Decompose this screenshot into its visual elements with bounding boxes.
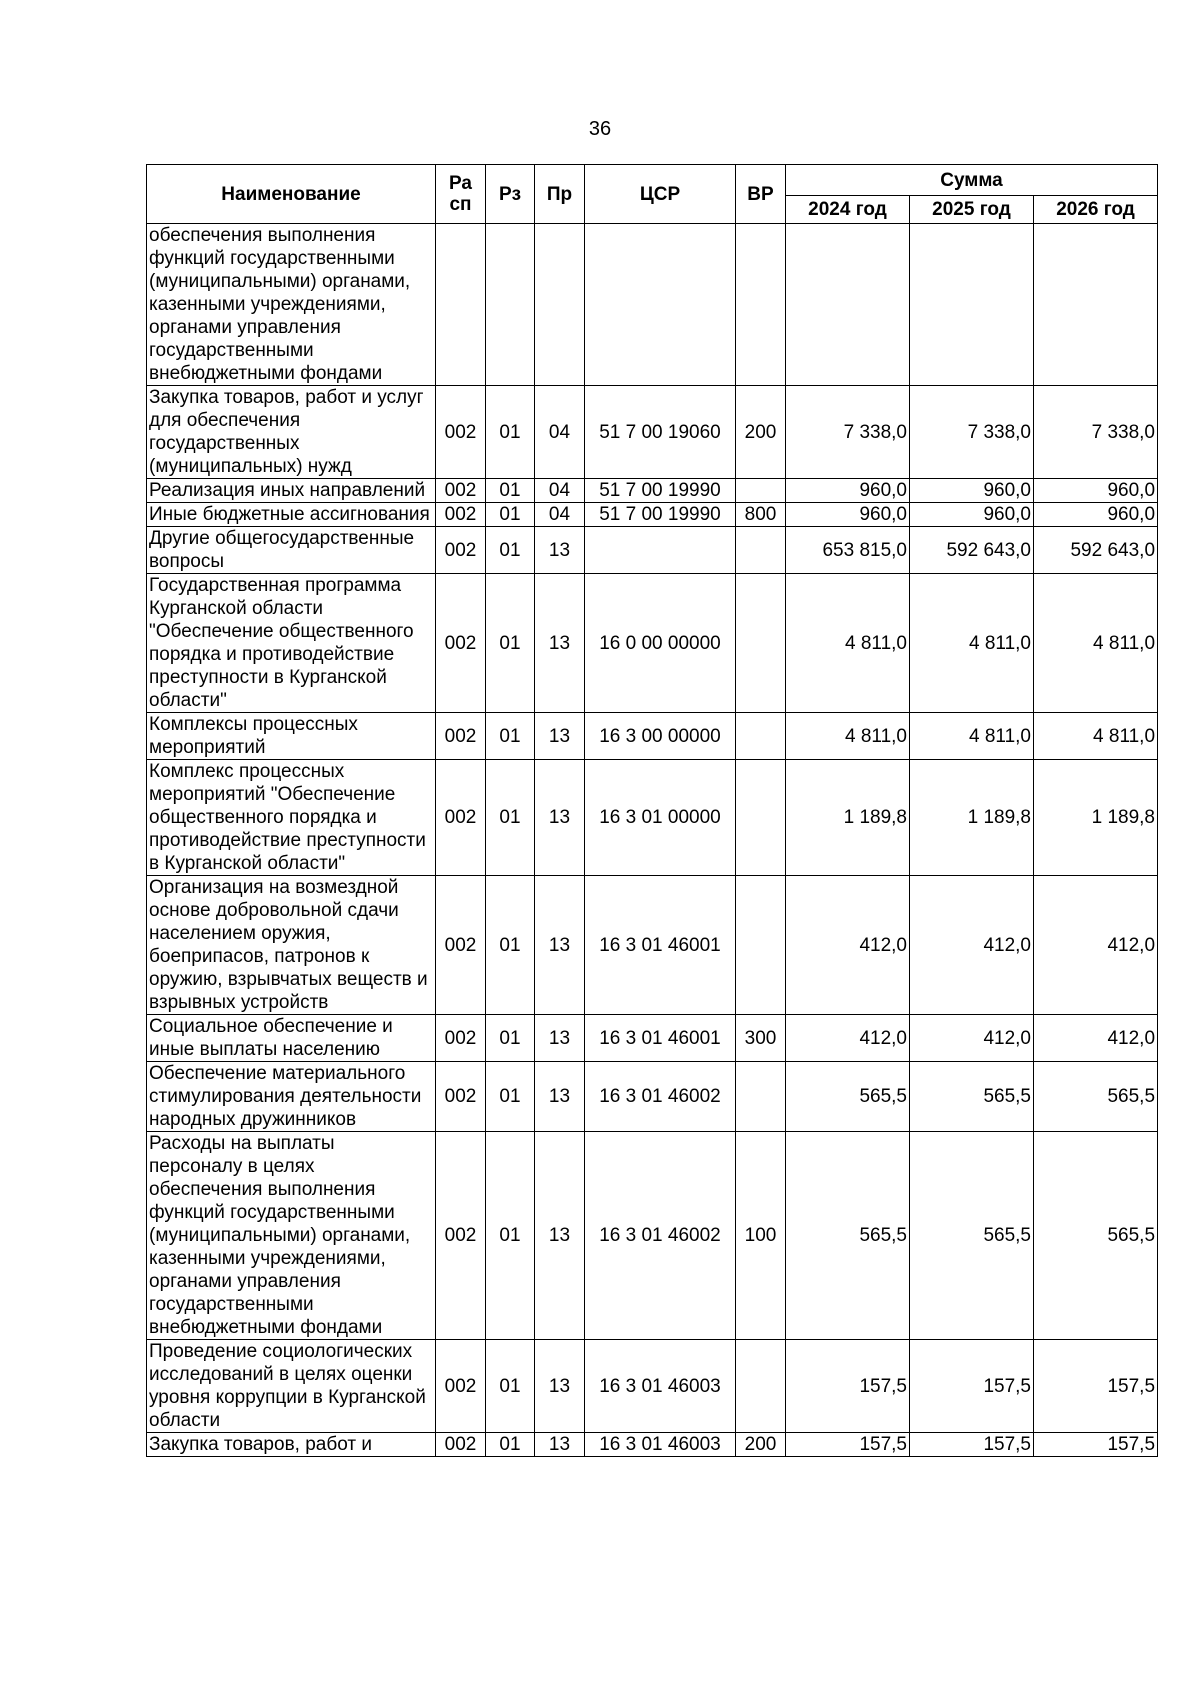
row-rasp: 002 [436,1433,486,1457]
row-sum-2024: 412,0 [786,1015,910,1062]
row-sum-2025: 412,0 [910,876,1034,1015]
row-vr [736,1340,786,1433]
row-pr: 13 [535,760,585,876]
row-pr: 13 [535,1340,585,1433]
row-rasp: 002 [436,479,486,503]
row-csr: 16 0 00 00000 [585,574,736,713]
header-csr: ЦСР [585,165,736,224]
row-sum-2025: 7 338,0 [910,386,1034,479]
row-pr: 13 [535,1062,585,1132]
row-vr: 200 [736,386,786,479]
row-sum-2025: 565,5 [910,1062,1034,1132]
table-row [147,1015,1158,1062]
row-sum-2024: 4 811,0 [786,713,910,760]
row-pr: 13 [535,876,585,1015]
row-rz: 01 [486,1340,535,1433]
row-csr: 51 7 00 19060 [585,386,736,479]
row-pr: 04 [535,503,585,527]
row-vr [736,713,786,760]
row-vr: 300 [736,1015,786,1062]
row-vr [736,1062,786,1132]
header-rz: Рз [486,165,535,224]
table-row [147,760,1158,876]
row-sum-2026: 412,0 [1034,876,1158,1015]
row-sum-2025: 565,5 [910,1132,1034,1340]
row-rasp: 002 [436,760,486,876]
row-pr: 13 [535,713,585,760]
header-year-2024: 2024 год [786,196,910,224]
row-sum-2025: 592 643,0 [910,527,1034,574]
row-rasp: 002 [436,574,486,713]
row-pr [535,224,585,386]
row-name: Комплексы процессных мероприятий [147,713,436,760]
row-pr: 04 [535,386,585,479]
budget-table [146,164,1158,1457]
row-rasp [436,224,486,386]
row-sum-2025: 4 811,0 [910,713,1034,760]
row-sum-2026: 412,0 [1034,1015,1158,1062]
header-year-2025: 2025 год [910,196,1034,224]
row-vr [736,479,786,503]
row-sum-2026: 592 643,0 [1034,527,1158,574]
header-pr: Пр [535,165,585,224]
row-rz [486,224,535,386]
row-name: Проведение социологических исследований в целях оценки уровня коррупции в Курганской области [147,1340,436,1433]
row-csr: 16 3 01 00000 [585,760,736,876]
row-rz: 01 [486,1132,535,1340]
row-sum-2026: 157,5 [1034,1433,1158,1457]
row-pr: 04 [535,479,585,503]
row-sum-2026: 4 811,0 [1034,713,1158,760]
header-vr: ВР [736,165,786,224]
header-rasp: Ра сп [436,165,486,224]
table-row [147,224,1158,386]
row-sum-2025: 960,0 [910,479,1034,503]
table-row [147,479,1158,503]
row-sum-2024: 565,5 [786,1132,910,1340]
row-pr: 13 [535,527,585,574]
row-sum-2026: 565,5 [1034,1132,1158,1340]
table-row [147,1132,1158,1340]
table-row [147,386,1158,479]
row-sum-2024: 565,5 [786,1062,910,1132]
row-sum-2025: 1 189,8 [910,760,1034,876]
table-header-row [147,165,1158,196]
row-vr: 100 [736,1132,786,1340]
row-vr: 800 [736,503,786,527]
table-row [147,876,1158,1015]
row-vr [736,760,786,876]
table-row [147,527,1158,574]
row-csr [585,224,736,386]
row-name: Комплекс процессных мероприятий "Обеспечение общественного порядка и противодействие преступности в Курганской области" [147,760,436,876]
row-vr [736,574,786,713]
row-sum-2026: 157,5 [1034,1340,1158,1433]
row-csr: 16 3 01 46003 [585,1340,736,1433]
row-sum-2024: 7 338,0 [786,386,910,479]
page-number: 36 [588,118,612,140]
row-name: обеспечения выполнения функций государственными (муниципальными) органами, казенными учреждениями, органами управления государственными внебюджетными фондами [147,224,436,386]
row-name: Иные бюджетные ассигнования [147,503,436,527]
row-pr: 13 [535,1015,585,1062]
row-sum-2024: 157,5 [786,1433,910,1457]
table-row [147,1340,1158,1433]
row-name: Другие общегосударственные вопросы [147,527,436,574]
row-vr: 200 [736,1433,786,1457]
row-rz: 01 [486,760,535,876]
row-rz: 01 [486,574,535,713]
row-rasp: 002 [436,1015,486,1062]
row-rz: 01 [486,1062,535,1132]
table-row [147,574,1158,713]
row-rz: 01 [486,1015,535,1062]
row-sum-2026: 4 811,0 [1034,574,1158,713]
row-sum-2024: 1 189,8 [786,760,910,876]
row-csr: 16 3 01 46002 [585,1132,736,1340]
row-sum-2025: 157,5 [910,1433,1034,1457]
table-row [147,713,1158,760]
row-pr: 13 [535,1132,585,1340]
row-sum-2025: 157,5 [910,1340,1034,1433]
row-csr: 16 3 01 46003 [585,1433,736,1457]
row-sum-2024: 960,0 [786,503,910,527]
row-name: Закупка товаров, работ и [147,1433,436,1457]
row-sum-2024: 653 815,0 [786,527,910,574]
table-row [147,503,1158,527]
row-csr: 51 7 00 19990 [585,503,736,527]
row-name: Организация на возмездной основе добровольной сдачи населением оружия, боеприпасов, патронов к оружию, взрывчатых веществ и взрывных устройств [147,876,436,1015]
row-sum-2024: 960,0 [786,479,910,503]
row-vr [736,224,786,386]
row-sum-2025 [910,224,1034,386]
row-sum-2026: 960,0 [1034,503,1158,527]
row-pr: 13 [535,1433,585,1457]
row-rz: 01 [486,527,535,574]
header-sum: Сумма [786,165,1158,196]
row-rz: 01 [486,876,535,1015]
table-row [147,1433,1158,1457]
row-vr [736,876,786,1015]
row-rz: 01 [486,503,535,527]
row-sum-2025: 4 811,0 [910,574,1034,713]
row-rz: 01 [486,1433,535,1457]
row-rz: 01 [486,713,535,760]
row-rasp: 002 [436,503,486,527]
row-sum-2024: 4 811,0 [786,574,910,713]
row-sum-2026: 7 338,0 [1034,386,1158,479]
row-name: Государственная программа Курганской области "Обеспечение общественного порядка и противодействие преступности в Курганской области" [147,574,436,713]
row-sum-2026: 960,0 [1034,479,1158,503]
row-rasp: 002 [436,1340,486,1433]
row-rasp: 002 [436,527,486,574]
row-rasp: 002 [436,876,486,1015]
row-sum-2024 [786,224,910,386]
row-sum-2026: 565,5 [1034,1062,1158,1132]
row-sum-2024: 412,0 [786,876,910,1015]
row-name: Обеспечение материального стимулирования деятельности народных дружинников [147,1062,436,1132]
row-sum-2025: 412,0 [910,1015,1034,1062]
row-rasp: 002 [436,386,486,479]
row-pr: 13 [535,574,585,713]
row-name: Расходы на выплаты персоналу в целях обеспечения выполнения функций государственными (муниципальными) органами, казенными учреждениями, органами управления государственными внебюджетными фондами [147,1132,436,1340]
row-rasp: 002 [436,1132,486,1340]
row-sum-2024: 157,5 [786,1340,910,1433]
row-rasp: 002 [436,713,486,760]
row-rz: 01 [486,479,535,503]
row-csr: 16 3 01 46002 [585,1062,736,1132]
row-name: Социальное обеспечение и иные выплаты населению [147,1015,436,1062]
row-sum-2026: 1 189,8 [1034,760,1158,876]
header-name: Наименование [147,165,436,224]
row-sum-2026 [1034,224,1158,386]
row-name: Реализация иных направлений [147,479,436,503]
table-row [147,1062,1158,1132]
row-csr: 16 3 01 46001 [585,876,736,1015]
row-csr [585,527,736,574]
row-csr: 16 3 01 46001 [585,1015,736,1062]
row-vr [736,527,786,574]
row-rasp: 002 [436,1062,486,1132]
row-name: Закупка товаров, работ и услуг для обеспечения государственных (муниципальных) нужд [147,386,436,479]
row-csr: 51 7 00 19990 [585,479,736,503]
row-sum-2025: 960,0 [910,503,1034,527]
row-csr: 16 3 00 00000 [585,713,736,760]
header-year-2026: 2026 год [1034,196,1158,224]
row-rz: 01 [486,386,535,479]
